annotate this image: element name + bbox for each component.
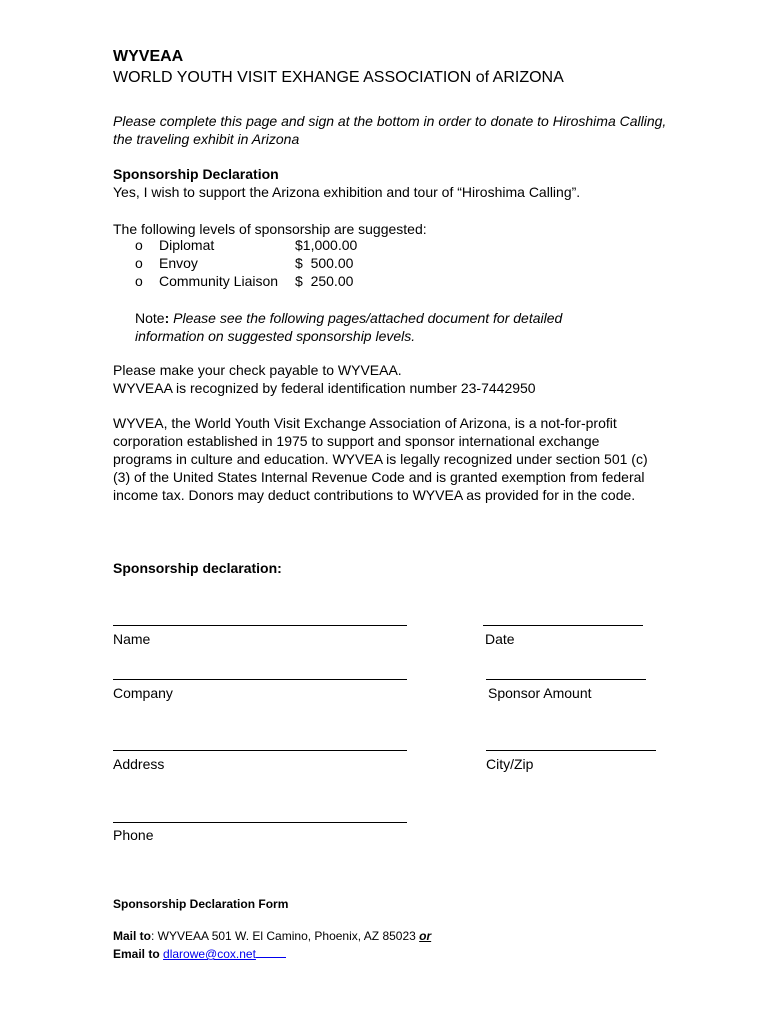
bullet-icon: o: [135, 255, 143, 271]
level-name: Community Liaison: [159, 273, 279, 289]
mail-label: Mail to: [113, 929, 151, 943]
city-zip-label: City/Zip: [486, 756, 534, 772]
about-paragraph: WYVEA, the World Youth Visit Exchange Association of Arizona, is a not-for-profit corporation established in 1975 to support and sponsor international exchange programs in culture and education. WYVEA is legally recognized under section 501 (c)(3) of the United States Internal Revenue Code and is granted exemption from federal income tax. Donors may deduct contributions to WYVEA as provided for in the code.: [113, 415, 648, 503]
declaration-statement: Yes, I wish to support the Arizona exhibition and tour of “Hiroshima Calling”.: [113, 184, 581, 200]
or-word: or: [419, 929, 432, 943]
form-title: Sponsorship Declaration Form: [113, 897, 289, 911]
level-name: Diplomat: [159, 237, 215, 253]
name-label: Name: [113, 631, 151, 647]
bullet-icon: o: [135, 237, 143, 253]
org-full-name: WORLD YOUTH VISIT EXHANGE ASSOCIATION of ARIZONA: [113, 69, 564, 86]
email-to-line: [113, 946, 286, 961]
date-label: Date: [485, 631, 515, 647]
level-amount: $ 500.00: [295, 255, 354, 271]
email-link[interactable]: dlarowe@cox.net: [163, 947, 256, 961]
address-label: Address: [113, 756, 165, 772]
payment-line-2: WYVEAA is recognized by federal identification number 23-7442950: [113, 380, 536, 396]
note-text: Please see the following pages/attached document for detailed information on suggested sponsorship levels.: [135, 310, 563, 344]
level-name: Envoy: [159, 255, 198, 271]
phone-label: Phone: [113, 827, 154, 843]
payment-line-1: Please make your check payable to WYVEAA.: [113, 362, 402, 378]
email-label: Email to: [113, 947, 160, 961]
org-short-name: WYVEAA: [113, 48, 184, 65]
company-signature-line[interactable]: [113, 679, 407, 680]
mail-address: WYVEAA 501 W. El Camino, Phoenix, AZ 85023: [154, 929, 420, 943]
form-heading: Sponsorship declaration:: [113, 560, 282, 576]
email-underline: [256, 946, 286, 958]
bullet-icon: o: [135, 273, 143, 289]
company-label: Company: [113, 685, 173, 701]
date-signature-line[interactable]: [483, 625, 643, 626]
city-zip-signature-line[interactable]: [486, 750, 656, 751]
mail-to-line: [113, 929, 431, 943]
sponsor-amount-label: Sponsor Amount: [488, 685, 592, 701]
level-amount: $1,000.00: [295, 237, 358, 253]
note-colon: :: [164, 310, 170, 326]
note-label: Note: [135, 310, 165, 326]
note: [135, 309, 635, 345]
mail-colon: :: [151, 929, 155, 943]
address-signature-line[interactable]: [113, 750, 407, 751]
phone-signature-line[interactable]: [113, 822, 407, 823]
level-amount: $ 250.00: [295, 273, 354, 289]
declaration-heading: Sponsorship Declaration: [113, 166, 279, 182]
name-signature-line[interactable]: [113, 625, 407, 626]
levels-intro: The following levels of sponsorship are suggested:: [113, 221, 427, 237]
sponsor-amount-signature-line[interactable]: [486, 679, 646, 680]
intro-text: Please complete this page and sign at the bottom in order to donate to Hiroshima Calling, the traveling exhibit in Arizona: [113, 113, 667, 147]
